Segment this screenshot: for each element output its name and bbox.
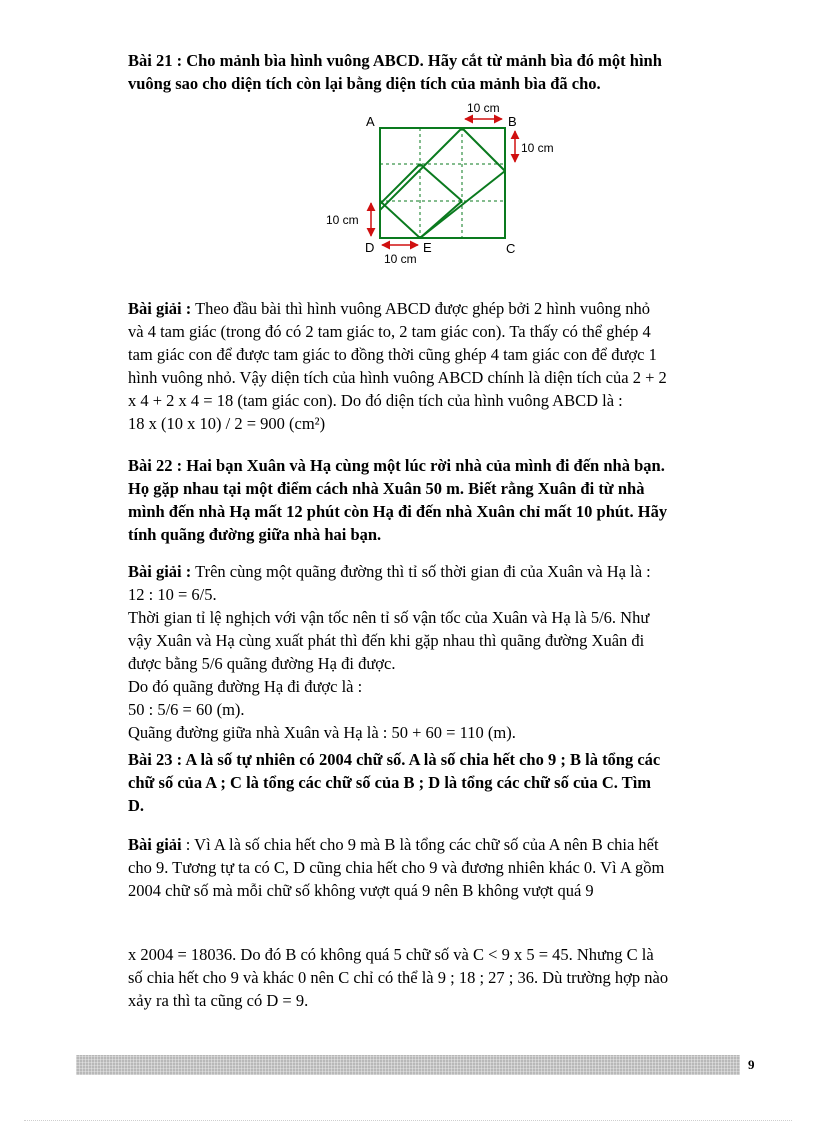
problem-22-label: Bài 22 : — [128, 456, 183, 475]
label-b: B — [508, 114, 517, 129]
dim-top-label: 10 cm — [467, 101, 500, 115]
problem-23-statement: Bài 23 : A là số tự nhiên có 2004 chữ số. A là số chia hết cho 9 ; B là tổng các chữ số của A ; C là tổng các chữ số của B ; D là tổng các chữ số của C. Tìm D. — [128, 750, 661, 815]
problem-23-solution-part1: Bài giải : Vì A là số chia hết cho 9 mà B là tổng các chữ số của A nên B chia hết cho 9. Tương tự ta có C, D cũng chia hết cho 9 và đương nhiên khác 0. Vì A gồm 2004 chữ số mà mỗi chữ số không vượt quá 9 nên B không vượt quá 9 — [128, 835, 665, 900]
label-e: E — [423, 240, 432, 255]
dim-bottom-label: 10 cm — [384, 252, 417, 266]
problem-22-statement: Bài 22 : Hai bạn Xuân và Hạ cùng một lúc rời nhà của mình đi đến nhà bạn. Họ gặp nhau tại một điểm cách nhà Xuân 50 m. Biết rằng Xuân đi từ nhà mình đến nhà Hạ mất 12 phút còn Hạ đi đến nhà Xuân chỉ mất 10 phút. Hãy tính quãng đường giữa nhà hai bạn. — [128, 456, 668, 544]
dim-left-label: 10 cm — [326, 213, 359, 227]
footer-bar — [76, 1055, 740, 1075]
problem-21-statement: Bài 21 : Cho mảnh bìa hình vuông ABCD. Hãy cắt từ mảnh bìa đó một hình vuông sao cho diện tích còn lại bằng diện tích của mảnh bìa đã cho. — [128, 51, 662, 93]
problem-21-label: Bài 21 : — [128, 51, 183, 70]
page-bottom-divider — [24, 1120, 792, 1121]
problem-23-solution-part2: x 2004 = 18036. Do đó B có không quá 5 chữ số và C < 9 x 5 = 45. Nhưng C là số chia hết cho 9 và khác 0 nên C chỉ có thể là 9 ; 18 ; 27 ; 36. Dù trường hợp nào xảy ra thì ta cũng có D = 9. — [128, 945, 669, 1010]
page-number: 9 — [748, 1057, 755, 1072]
label-c: C — [506, 241, 516, 256]
label-d: D — [365, 240, 375, 255]
dim-right-label: 10 cm — [521, 141, 554, 155]
square-abcd-figure — [320, 100, 554, 270]
problem-21-solution: Bài giải : Theo đầu bài thì hình vuông ABCD được ghép bởi 2 hình vuông nhỏ và 4 tam giác (trong đó có 2 tam giác to, 2 tam giác con). Ta thấy có thể ghép 4 tam giác con để được tam giác to đồng thời cũng ghép 4 tam giác con để được 1 hình vuông nhỏ. Vậy diện tích của hình vuông ABCD chính là diện tích của 2 + 2 x 4 + 2 x 4 = 18 (tam giác con). Do đó diện tích của hình vuông ABCD là : 18 x (10 x 10) / 2 = 900 (cm²) — [128, 299, 667, 433]
label-a: A — [366, 114, 375, 129]
problem-23-label: Bài 23 : — [128, 750, 183, 769]
problem-22-solution: Bài giải : Trên cùng một quãng đường thì tỉ số thời gian đi của Xuân và Hạ là : 12 : 10 = 6/5. Thời gian tỉ lệ nghịch với vận tốc nên tỉ số vận tốc của Xuân và Hạ là 5/6. Như vậy Xuân và Hạ cùng xuất phát thì đến khi gặp nhau thì quãng đường Xuân đi được bằng 5/6 quãng đường Hạ đi được. Do đó quãng đường Hạ đi được là : 50 : 5/6 = 60 (m). Quãng đường giữa nhà Xuân và Hạ là : 50 + 60 = 110 (m). — [128, 562, 651, 742]
